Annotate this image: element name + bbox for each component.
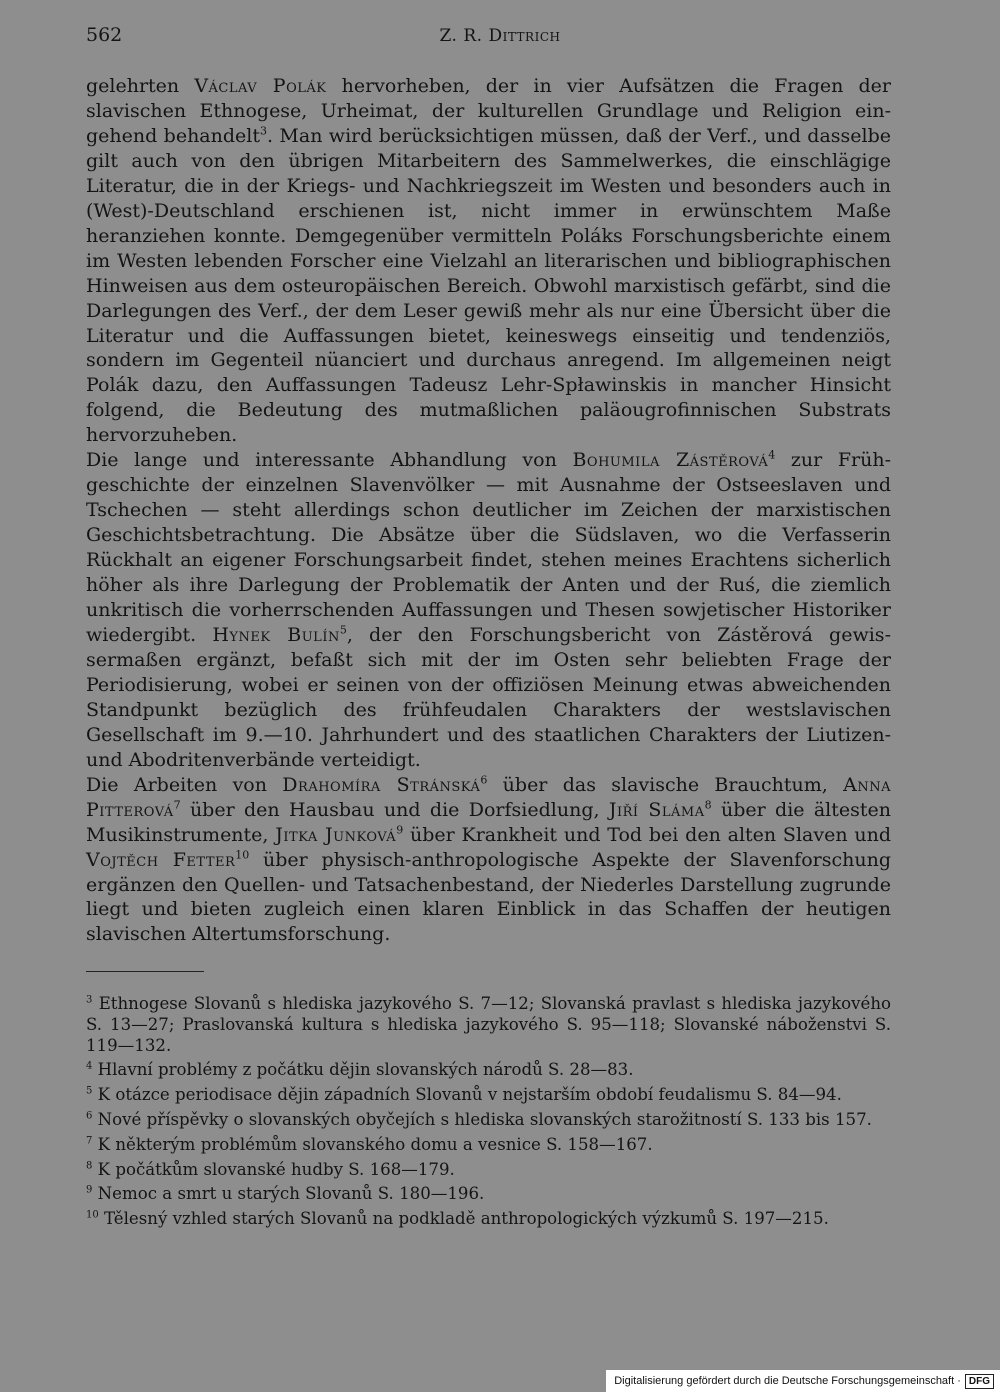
footnote-text: Hlavní problémy z počátku dějin slovanských národů S. 28—83. (97, 1060, 634, 1080)
paragraph-1 (86, 74, 891, 448)
footnote-mark: 6 (86, 1110, 93, 1122)
text-run: hervorheben, der in vier Aufsätzen die Fragen der slavischen Ethnogese, Urheimat, der kulturellen Grundlage und Religion eingehend behandelt (86, 75, 891, 147)
footnote-mark: 9 (86, 1184, 93, 1196)
author-name: Jiří Sláma (608, 798, 705, 821)
footnote-text: Nové příspěvky o slovanských obyčejích s hlediska slovanských starožitností S. 133 bis 157. (97, 1109, 872, 1129)
footnote-separator (86, 971, 204, 972)
footnotes (86, 994, 891, 1234)
footnote (86, 1135, 891, 1156)
footnote-ref: 3 (260, 124, 267, 138)
footnote-mark: 3 (86, 994, 93, 1006)
paragraph-2 (86, 448, 891, 772)
text-run: über physisch-anthropologische Aspekte der Slavenforschung ergänzen den Quellen- und Tatsachenbestand, der Niederles Darstellung zugrunde liegt und bieten zugleich einen klaren Einblick in das Schaffen der heutigen slavischen Altertumsforschung. (86, 848, 892, 946)
footnote-text: Tělesný vzhled starých Slovanů na podkladě anthropologických výzkumů S. 197—215. (104, 1209, 829, 1229)
footnote-ref: 4 (768, 448, 776, 462)
footnote (86, 1085, 891, 1106)
text-run: zur Frühgeschichte der einzelnen Slavenvölker — mit Ausnahme der Ostseeslaven und Tschechen — steht allerdings schon deutlicher im Zeichen der marxistischen Geschichtsbetrachtung. Die Absätze über die Südslaven, wo die Verfasserin Rückhalt an eigener Forschungsarbeit findet, stehen meines Erachtens sicherlich höher als ihre Darlegung der Problematik der Anten und der Ruś, die ziemlich unkritisch die vorherrschenden Auffassungen und Thesen sowjetischer Historiker wiedergibt. (86, 449, 891, 646)
footnote (86, 1184, 891, 1205)
author-name: Václav Polák (194, 75, 327, 97)
body-text (86, 74, 891, 947)
footnote-mark: 7 (86, 1135, 93, 1147)
footnote-ref: 6 (480, 773, 488, 787)
dfg-logo: DFG (965, 1374, 994, 1389)
author-name: Anna Pitterová (86, 773, 891, 821)
footnote (86, 1060, 891, 1081)
footnote-ref: 5 (339, 623, 347, 637)
footnote-mark: 8 (86, 1160, 93, 1172)
text-run: Die lange und interessante Abhandlung von (86, 449, 573, 472)
text-run: über Krankheit und Tod bei den alten Slaven und (403, 823, 892, 846)
footnote-ref: 9 (396, 823, 404, 837)
footnote-text: K počátkům slovanské hudby S. 168—179. (97, 1159, 455, 1179)
footnote-mark: 10 (86, 1209, 99, 1221)
digitization-credit (606, 1370, 1000, 1392)
footnote (86, 1110, 891, 1131)
paragraph-3 (86, 773, 891, 948)
author-name: Drahomíra Stránská (282, 773, 481, 796)
footnote (86, 1160, 891, 1181)
text-run: gelehrten (86, 75, 195, 97)
footnote-text: K některým problémům slovanského domu a vesnice S. 158—167. (97, 1134, 653, 1154)
footnote-ref: 10 (235, 848, 250, 862)
text-run: Die Arbeiten von (86, 773, 283, 796)
running-head: Z. R. Dittrich (439, 26, 561, 46)
author-name: Bohumila Zástěrová (572, 449, 769, 472)
author-name: Vojtěch Fetter (86, 848, 236, 871)
footnote-ref: 8 (704, 798, 712, 812)
footnote-mark: 4 (86, 1060, 93, 1072)
text-run: , der den Forschungsbericht von Zástěrová gewissermaßen ergänzt, befaßt sich mit der im Osten sehr beliebten Frage der Periodisierung, wobei er seinen von der offiziösen Meinung etwas abweichenden Standpunkt bezüglich des frühfeudalen Charakters der westslavischen Gesellschaft im 9.—10. Jahrhundert und des staatlichen Charakters der Liutizen- und Abodritenverbände verteidigt. (86, 623, 891, 771)
text-run: über die ältesten Musikinstrumente, (86, 798, 892, 846)
footnote-mark: 5 (86, 1085, 93, 1097)
text-run: über den Hausbau und die Dorfsiedlung, (180, 798, 609, 821)
footnote (86, 994, 891, 1056)
footnote-ref: 7 (173, 798, 181, 812)
footnote-text: Ethnogese Slovanů s hlediska jazykového S. 7—12; Slovanská pravlast s hlediska jazykového S. 13—27; Praslovanská kultura s hlediska jazykového S. 95—118; Slovanské náboženstvi S. 119—132. (86, 994, 891, 1055)
text-run: über das slavische Brauchtum, (487, 773, 844, 796)
author-name: Hynek Bulín (212, 623, 340, 646)
author-name: Jitka Junková (275, 823, 397, 846)
credit-text: Digitalisierung gefördert durch die Deutsche Forschungsgemeinschaft · (614, 1375, 961, 1387)
page-number: 562 (86, 24, 123, 46)
footnote-text: Nemoc a smrt u starých Slovanů S. 180—196. (97, 1184, 485, 1204)
footnote (86, 1209, 891, 1230)
text-run: . Man wird berücksichtigen müssen, daß der Verf., und dasselbe gilt auch von den übrigen Mitarbeitern des Sammelwerkes, die einschlägige Literatur, die in der Kriegs- und Nachkriegszeit im Westen und besonders auch in (West)-Deutschland erschienen ist, nicht immer in erwünschtem Maße heranziehen konnte. Demgegenüber vermitteln Poláks Forschungsberichte einem im Westen lebenden Forscher eine Vielzahl an literarischen und bibliographischen Hinweisen aus dem osteuropäischen Bereich. Obwohl marxistisch gefärbt, sind die Darlegungen des Verf., der dem Leser gewiß mehr als nur eine Übersicht über die Literatur und die Auffassungen bietet, keineswegs einseitig und tendenziös, sondern im Gegenteil nüanciert und durchaus anregend. Im allgemeinen neigt Polák dazu, den Auffassungen Tadeusz Lehr-Spławinskis in mancher Hinsicht folgend, die Bedeutung des mutmaßlichen paläougrofinnischen Substrats hervorzuheben. (86, 124, 892, 447)
footnote-text: K otázce periodisace dějin západních Slovanů v nejstarším období feudalismu S. 84—94. (97, 1085, 842, 1105)
